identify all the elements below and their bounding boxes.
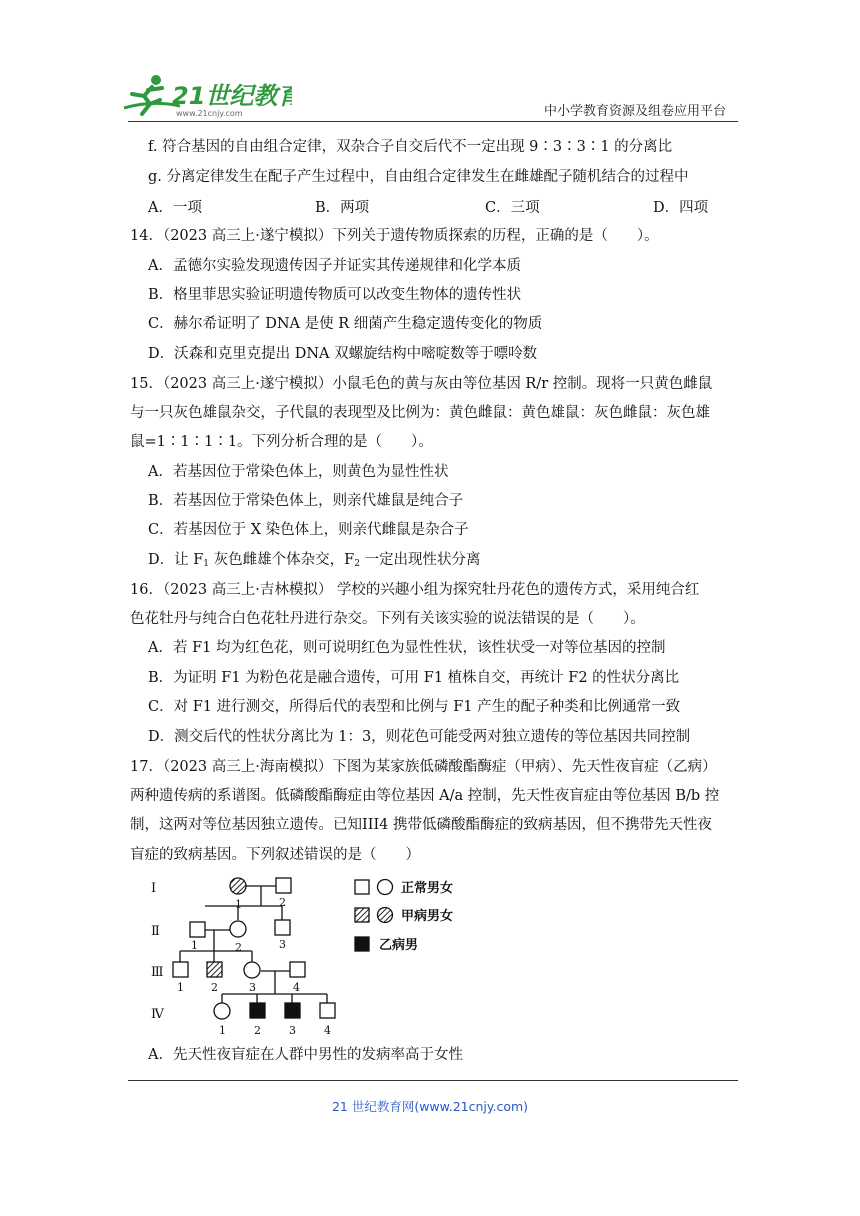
iii2-number: 2 [211, 981, 218, 994]
ii3-number: 3 [279, 938, 286, 951]
gen-label-1: Ⅰ [151, 881, 157, 896]
q15-option-d-part1: D．让 F [148, 552, 204, 568]
legend-a-label: 甲病男女 [401, 909, 454, 924]
q15-option-a[interactable]: A．若基因位于常染色体上，则黄色为显性性状 [148, 464, 449, 480]
q15-option-b[interactable]: B．若基因位于常染色体上，则亲代雄鼠是纯合子 [148, 493, 464, 509]
i2-normal-male [276, 878, 291, 893]
q13-options [148, 196, 713, 216]
q17-stem-line3: 制，这两对等位基因独立遗传。已知III4 携带低磷酸酯酶症的致病基因，但不携带先天性夜 [130, 817, 713, 833]
q17-stem-line2: 两种遗传病的系谱图。低磷酸酯酶症由等位基因 A/a 控制，先天性夜盲症由等位基因 B/b 控 [130, 788, 720, 804]
q16-option-a[interactable]: A．若 F1 均为红色花，则可说明红色为显性性状，该性状受一对等位基因的控制 [148, 640, 666, 656]
q15-option-d-part3: 一定出现性状分离 [359, 552, 481, 568]
i2-number: 2 [279, 896, 286, 909]
ii1-number: 1 [191, 939, 198, 952]
iii3-number: 3 [249, 981, 256, 994]
iv2-disease-b-male [250, 1003, 265, 1018]
q15-option-d-part2: 灰色雌雄个体杂交，F [209, 552, 355, 568]
q14-option-c[interactable]: C．赫尔希证明了 DNA 是使 R 细菌产生稳定遗传变化的物质 [148, 316, 543, 332]
iii1-number: 1 [177, 981, 184, 994]
iv2-number: 2 [254, 1024, 261, 1037]
iv1-number: 1 [219, 1024, 226, 1037]
iii4-number: 4 [293, 981, 300, 994]
site-logo [122, 70, 292, 120]
q15-option-d-sub2: 2 [354, 559, 360, 569]
q13-item-f: f. 符合基因的自由组合定律，双杂合子自交后代不一定出现 9∶3∶3∶1 的分离比 [148, 139, 673, 155]
legend-normal-male-icon [355, 880, 369, 894]
q15-option-c[interactable]: C．若基因位于 X 染色体上，则亲代雌鼠是杂合子 [148, 522, 469, 538]
header-tagline: 中小学教育资源及组卷应用平台 [543, 104, 726, 119]
gen-label-4: Ⅳ [151, 1007, 164, 1022]
logo-text: 21世纪教育 [172, 82, 292, 110]
legend-normal-label: 正常男女 [401, 881, 454, 896]
q16-stem-line1: 16．（2023 高三上·吉林模拟） 学校的兴趣小组为探究牡丹花色的遗传方式，采用纯合红 [130, 582, 700, 598]
iv3-disease-b-male [285, 1003, 300, 1018]
legend-a-female-icon [378, 908, 393, 923]
q14-option-b[interactable]: B．格里菲思实验证明遗传物质可以改变生物体的遗传性状 [148, 287, 522, 303]
logo-url: www.21cnjy.com [176, 109, 243, 118]
q16-stem-line2: 色花牡丹与纯合白色花牡丹进行杂交。下列有关该实验的说法错误的是（ ）。 [130, 611, 645, 627]
q15-stem-line1: 15．（2023 高三上·遂宁模拟）小鼠毛色的黄与灰由等位基因 R/r 控制。现将一只黄色雌鼠 [130, 376, 713, 392]
q13-option-a[interactable]: A．一项 [148, 200, 202, 216]
iv1-normal-female [214, 1003, 230, 1019]
ii2-number: 2 [235, 941, 242, 954]
gen-label-3: Ⅲ [151, 965, 164, 980]
footer-divider [128, 1080, 738, 1081]
q14-stem: 14．（2023 高三上·遂宁模拟）下列关于遗传物质探索的历程，正确的是（ ）。 [130, 228, 659, 244]
iv4-number: 4 [324, 1024, 331, 1037]
q13-option-b[interactable]: B．两项 [315, 200, 370, 216]
legend-b-label: 乙病男 [379, 938, 419, 953]
q17-stem-line4: 盲症的致病基因。下列叙述错误的是（ ） [130, 847, 420, 863]
q15-stem-line2: 与一只灰色雄鼠杂交，子代鼠的表现型及比例为：黄色雌鼠：黄色雄鼠：灰色雌鼠：灰色雄 [130, 405, 710, 421]
q16-option-d[interactable]: D．测交后代的性状分离比为 1：3，则花色可能受两对独立遗传的等位基因共同控制 [148, 729, 691, 745]
q15-option-d[interactable] [148, 550, 481, 574]
i1-number: 1 [235, 898, 242, 911]
iii3-normal-female [244, 962, 260, 978]
iii1-normal-male [173, 962, 188, 977]
legend-normal-female-icon [378, 880, 393, 895]
ii1-normal-male [190, 922, 205, 937]
ii3-normal-male [275, 920, 290, 935]
i1-affected-female [230, 878, 246, 894]
iv3-number: 3 [289, 1024, 296, 1037]
ii2-normal-female [230, 921, 246, 937]
pedigree-chart [145, 872, 505, 1037]
legend-a-male-icon [355, 908, 369, 922]
q15-option-d-sub1: 1 [203, 559, 210, 569]
q17-stem-line1: 17．（2023 高三上·海南模拟）下图为某家族低磷酸酯酶症（甲病）、先天性夜盲症（乙病） [130, 759, 717, 775]
iv4-normal-male [320, 1003, 335, 1018]
q14-option-d[interactable]: D．沃森和克里克提出 DNA 双螺旋结构中嘧啶数等于嘌呤数 [148, 346, 538, 362]
iii2-affected-male [207, 962, 222, 977]
q13-option-c[interactable]: C．三项 [485, 200, 540, 216]
header-divider [128, 121, 738, 122]
q13-item-g: g. 分离定律发生在配子产生过程中，自由组合定律发生在雌雄配子随机结合的过程中 [148, 169, 689, 185]
q17-option-a[interactable]: A．先天性夜盲症在人群中男性的发病率高于女性 [148, 1047, 463, 1063]
q16-option-c[interactable]: C．对 F1 进行测交，所得后代的表型和比例与 F1 产生的配子种类和比例通常一致 [148, 699, 681, 715]
gen-label-2: Ⅱ [151, 924, 160, 939]
q14-option-a[interactable]: A．孟德尔实验发现遗传因子并证实其传递规律和化学本质 [148, 258, 521, 274]
q13-option-d[interactable]: D．四项 [653, 200, 709, 216]
iii4-normal-male [290, 962, 305, 977]
q15-stem-line3: 鼠=1∶1∶1∶1。下列分析合理的是（ ）。 [130, 434, 433, 450]
legend-b-male-icon [355, 937, 369, 951]
footer-link[interactable]: 21 世纪教育网(www.21cnjy.com) [331, 1099, 529, 1114]
q16-option-b[interactable]: B．为证明 F1 为粉色花是融合遗传，可用 F1 植株自交，再统计 F2 的性状分离比 [148, 670, 680, 686]
